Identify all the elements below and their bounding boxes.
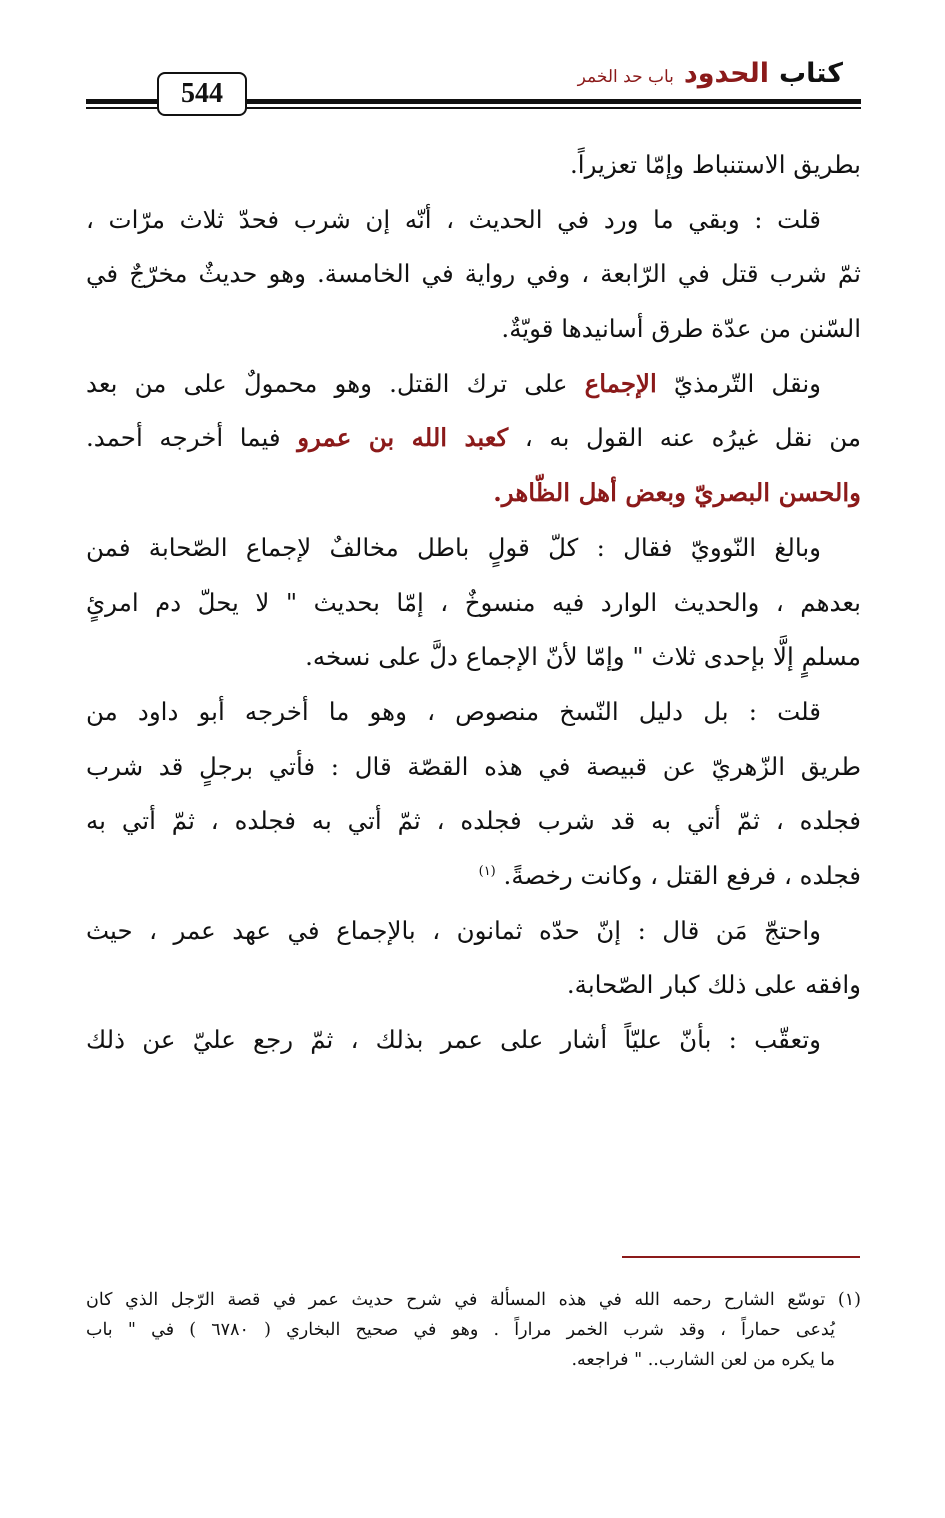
body-text — [86, 138, 861, 1068]
text-line: واحتجّ مَن قال : إنّ حدّه ثمانون ، بالإجماع في عهد عمر ، حيث — [86, 915, 821, 945]
text-line: وبالغ النّوويّ فقال : كلّ قولٍ باطل مخالفٌ لإجماع الصّحابة فمن — [86, 532, 821, 562]
text-line: بعدهم ، والحديث الوارد فيه منسوخٌ ، إمّا بحديث " لا يحلّ دم امرئٍ — [86, 587, 861, 617]
text-line — [86, 849, 861, 904]
footnotes — [86, 1285, 861, 1375]
text-segment: من نقل غيرُه عنه القول به ، — [508, 423, 861, 453]
chapter-title: باب حد الخمر — [577, 67, 674, 87]
text-line: وتعقّب : بأنّ عليّاً أشار على عمر بذلك ، ثمّ رجع عليّ عن ذلك — [86, 1025, 821, 1054]
text-line — [86, 411, 861, 466]
footnote-line: ما يكره من لعن الشارب.. " فراجعه. — [571, 1350, 835, 1370]
page-number-box — [157, 72, 247, 116]
text-line: ثمّ شرب قتل في الرّابعة ، وفي رواية في الخامسة. وهو حديثٌ مخرّجٌ في — [86, 259, 861, 289]
page-header — [86, 50, 861, 110]
text-line: طريق الزّهريّ عن قبيصة في هذه القصّة قال : فأتي برجلٍ قد شرب — [86, 751, 861, 781]
footnote-line: (١) توسّع الشارح رحمه الله في هذه المسألة في شرح حديث عمر في قصة الرّجل الذي كان — [86, 1290, 861, 1310]
text-line: قلت : بل دليل النّسخ منصوص ، وهو ما أخرجه أبو داود من — [86, 696, 821, 726]
text-line: مسلمٍ إلَّا بإحدى ثلاث " وإمّا لأنّ الإجماع دلَّ على نسخه. — [305, 642, 861, 672]
highlighted-term: الإجماع — [584, 368, 657, 398]
running-title — [578, 58, 843, 89]
text-segment: ونقل التّرمذيّ — [656, 368, 821, 398]
book-label: كتاب — [779, 58, 843, 89]
highlighted-line: والحسن البصريّ وبعض أهل الظّاهر. — [493, 478, 861, 508]
footnote-line: يُدعى حماراً ، وقد شرب الخمر مراراً . وهو في صحيح البخاري ( ٦٧٨٠ ) في " باب — [86, 1320, 835, 1340]
text-line: فجلده ، ثمّ أتي به قد شرب فجلده ، ثمّ أتي به فجلده ، ثمّ أتي به — [86, 806, 861, 836]
book-name: الحدود — [683, 58, 769, 89]
highlighted-name: كعبد الله بن عمرو — [297, 423, 509, 453]
text-line: بطريق الاستنباط وإمّا تعزيراً. — [570, 150, 861, 179]
text-line — [86, 357, 861, 412]
text-line: وافقه على ذلك كبار الصّحابة. — [566, 970, 861, 1000]
page-number: 544 — [181, 78, 223, 109]
text-segment: على ترك القتل. وهو محمولٌ على من بعد — [86, 368, 585, 398]
text-segment: فجلده ، فرفع القتل ، وكانت رخصةً. — [503, 860, 861, 890]
text-line: قلت : وبقي ما ورد في الحديث ، أنّه إن شرب فحدّ ثلاث مرّات ، — [86, 204, 821, 234]
text-segment: فيما أخرجه أحمد. — [86, 423, 298, 453]
footnote-reference[interactable]: (١) — [478, 863, 496, 879]
text-line: السّنن من عدّة طرق أسانيدها قويّةٌ. — [501, 314, 861, 344]
footnote-separator — [622, 1256, 860, 1258]
